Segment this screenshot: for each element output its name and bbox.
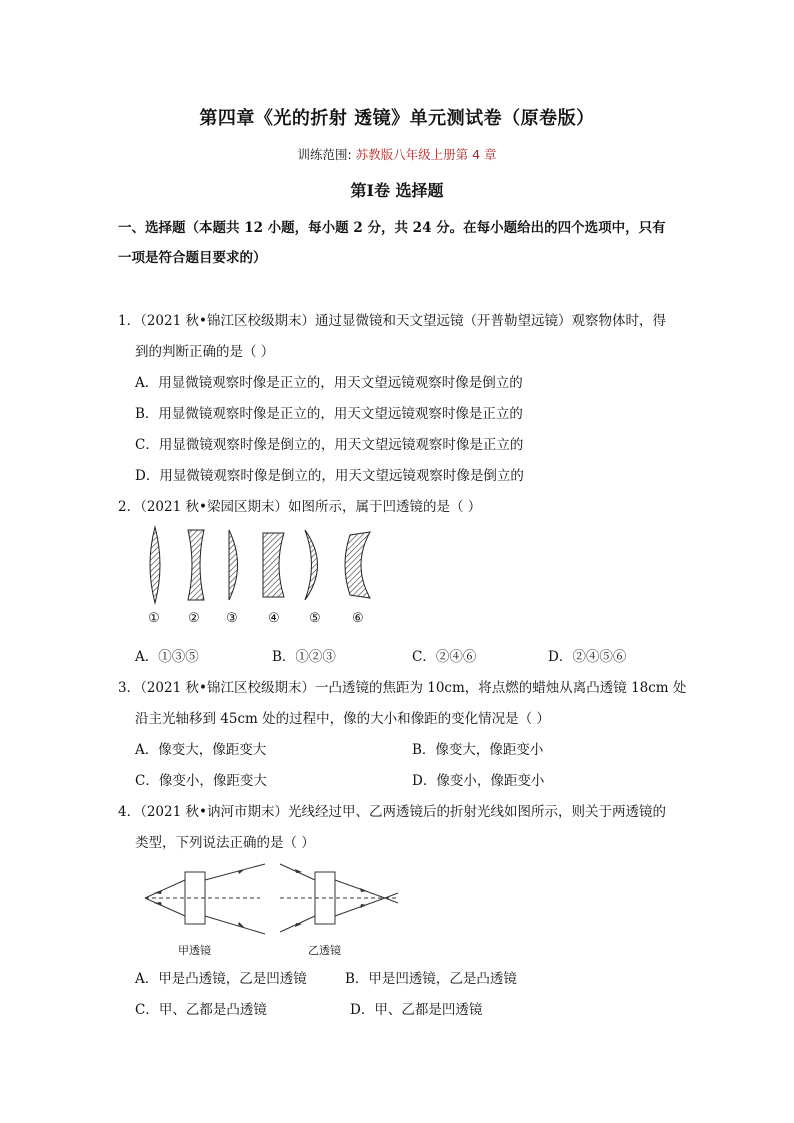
q3-option-a[interactable]: A．像变大，像距变大 [135,742,267,758]
q4-stem-cont: 类型，下列说法正确的是（ ） [135,835,315,851]
q3-stem-cont: 沿主光轴移到 45cm 处的过程中，像的大小和像距的变化情况是（ ） [135,711,550,727]
q1-stem-cont: 到的判断正确的是（ ） [135,344,275,360]
lens-yi-diagram [280,864,398,932]
lens-6-meniscus-concave [345,532,370,598]
lens-label-1: ① [148,611,160,626]
label-yi-lens: 乙透镜 [308,944,341,957]
scope-value: 苏教版八年级上册第 4 章 [355,147,497,162]
section-heading: 一、选择题（本题共 12 小题，每小题 2 分，共 24 分。在每小题给出的四个选项中，只有 [118,220,666,236]
lens-3-planoconvex [229,530,238,600]
q4-option-c[interactable]: C．甲、乙都是凸透镜 [135,1002,267,1018]
q2-option-a[interactable]: A．①③⑤ [135,649,199,665]
q4-option-a[interactable]: A．甲是凸透镜，乙是凹透镜 [135,971,307,987]
page-title: 第四章《光的折射 透镜》单元测试卷（原卷版） [199,108,595,129]
part-title: 第Ⅰ卷 选择题 [350,181,444,200]
q1-stem: 1．（2021 秋•锦江区校级期末）通过显微镜和天文望远镜（开普勒望远镜）观察物体时，得 [118,313,666,329]
q2-stem: 2．（2021 秋•梁园区期末）如图所示，属于凹透镜的是（ ） [118,499,482,515]
q3-option-b[interactable]: B．像变大，像距变小 [412,742,544,758]
lens-1-biconvex [150,527,160,603]
q4-option-d[interactable]: D．甲、乙都是凹透镜 [350,1002,483,1018]
refraction-figure [140,858,405,940]
q4-stem: 4．（2021 秋•讷河市期末）光线经过甲、乙两透镜后的折射光线如图所示，则关于两透镜的 [118,804,666,820]
q3-option-d[interactable]: D．像变小，像距变小 [412,773,545,789]
lens-label-6: ⑥ [352,611,364,626]
lens-label-5: ⑤ [309,611,321,626]
q1-option-c[interactable]: C．用显微镜观察时像是倒立的，用天文望远镜观察时像是正立的 [135,437,524,453]
q1-option-d[interactable]: D．用显微镜观察时像是倒立的，用天文望远镜观察时像是倒立的 [135,468,524,484]
q2-option-b[interactable]: B．①②③ [272,649,336,665]
q2-option-d[interactable]: D．②④⑤⑥ [548,649,627,665]
lens-jia-diagram [145,864,265,934]
lens-4-concave [263,533,284,597]
q3-option-c[interactable]: C．像变小，像距变大 [135,773,267,789]
lens-label-2: ② [188,611,200,626]
lens-label-3: ③ [226,611,238,626]
lens-2-biconcave [188,530,204,600]
q3-stem: 3．（2021 秋•锦江区校级期末）一凸透镜的焦距为 10cm，将点燃的蜡烛从离凸透镜 18cm 处 [118,680,687,696]
q2-option-c[interactable]: C．②④⑥ [412,649,477,665]
section-heading-cont: 一项是符合题目要求的） [118,250,267,266]
scope-prefix: 训练范围: [297,147,356,162]
lens-label-4: ④ [268,611,280,626]
lens-5-meniscus-convex [305,530,318,600]
q1-option-a[interactable]: A．用显微镜观察时像是正立的，用天文望远镜观察时像是倒立的 [135,375,523,391]
q1-option-b[interactable]: B．用显微镜观察时像是正立的，用天文望远镜观察时像是正立的 [135,406,523,422]
training-scope [0,145,794,163]
label-jia-lens: 甲透镜 [178,944,211,957]
q4-option-b[interactable]: B．甲是凹透镜，乙是凸透镜 [345,971,517,987]
